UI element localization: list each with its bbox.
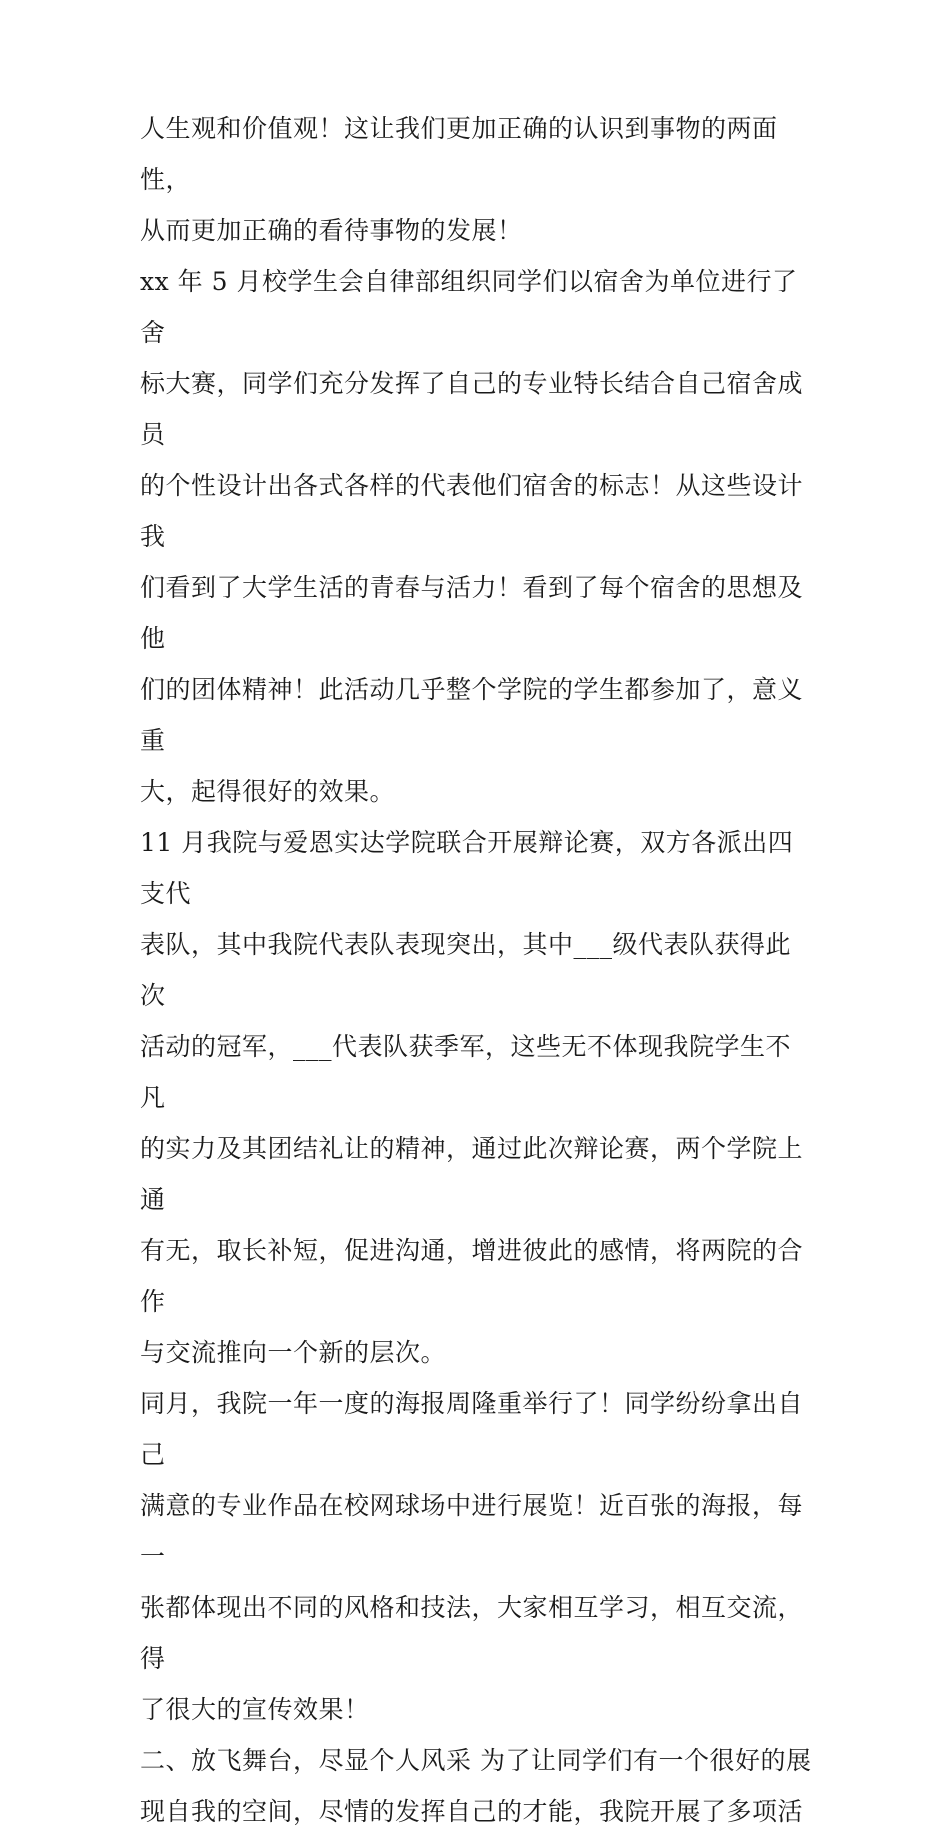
paragraph-dorm-logo-contest: xx 年 5 月校学生会自律部组织同学们以宿舍为单位进行了舍 标大赛，同学们充分发挥了自己的专业特长结合自己宿舍成员 的个性设计出各式各样的代表他们宿舍的标志！从这些设计我 们看到了大学生活的青春与活力！看到了每个宿舍的思想及他 们的团体精神！此活动几乎整个学院的学生都参加了，意义重 大，起得很好的效果。 xyxy=(140,267,804,806)
document-page xyxy=(140,103,812,1837)
paragraph-debate-contest: 11 月我院与爱恩实达学院联合开展辩论赛，双方各派出四支代 表队，其中我院代表队表现突出，其中___级代表队获得此次 活动的冠军，___代表队获季军，这些无不体现我院学生不凡 的实力及其团结礼让的精神，通过此次辩论赛，两个学院上通 有无，取长补短，促进沟通，增进彼此的感情，将两院的合作 与交流推向一个新的层次。 xyxy=(140,828,804,1367)
paragraph-worldview: 人生观和价值观！这让我们更加正确的认识到事物的两面性， 从而更加正确的看待事物的发展！ xyxy=(140,114,778,245)
paragraph-poster-week: 同月，我院一年一度的海报周隆重举行了！同学纷纷拿出自己 满意的专业作品在校网球场中进行展览！近百张的海报，每一 张都体现出不同的风格和技法，大家相互学习，相互交流，得 了很大的宣传效果！ xyxy=(140,1389,804,1724)
paragraph-stage-section: 二、放飞舞台，尽显个人风采 为了让同学们有一个很好的展 现自我的空间，尽情的发挥自己的才能，我院开展了多项活 xyxy=(140,1746,812,1826)
